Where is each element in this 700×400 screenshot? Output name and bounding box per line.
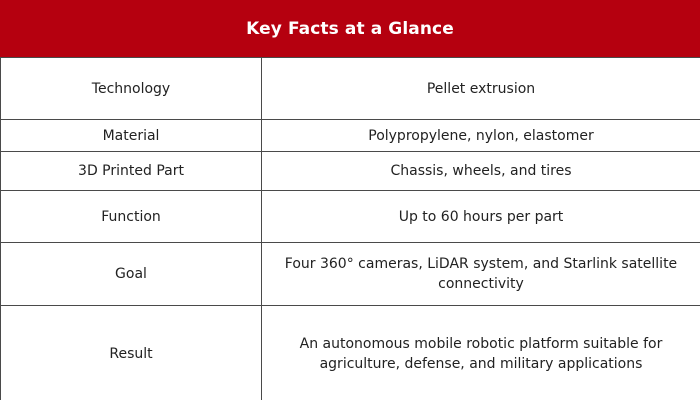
table-row bbox=[1, 152, 700, 191]
row-label-goal: Goal bbox=[1, 243, 262, 306]
row-value-material: Polypropylene, nylon, elastomer bbox=[262, 120, 700, 152]
row-label-material: Material bbox=[1, 120, 262, 152]
row-label-result: Result bbox=[1, 306, 262, 400]
table-title: Key Facts at a Glance bbox=[246, 18, 454, 39]
key-facts-table bbox=[0, 57, 700, 400]
row-value-technology: Pellet extrusion bbox=[262, 58, 700, 120]
row-value-goal: Four 360° cameras, LiDAR system, and Starlink satellite connectivity bbox=[262, 243, 700, 306]
table-header-banner bbox=[0, 0, 700, 57]
row-label-function: Function bbox=[1, 191, 262, 243]
table-row bbox=[1, 191, 700, 243]
row-value-result: An autonomous mobile robotic platform suitable for agriculture, defense, and military applications bbox=[262, 306, 700, 400]
table-row bbox=[1, 120, 700, 152]
table-row bbox=[1, 58, 700, 120]
row-value-printed-part: Chassis, wheels, and tires bbox=[262, 152, 700, 191]
row-value-function: Up to 60 hours per part bbox=[262, 191, 700, 243]
row-label-printed-part: 3D Printed Part bbox=[1, 152, 262, 191]
table-row bbox=[1, 243, 700, 306]
row-label-technology: Technology bbox=[1, 58, 262, 120]
table-row bbox=[1, 306, 700, 400]
